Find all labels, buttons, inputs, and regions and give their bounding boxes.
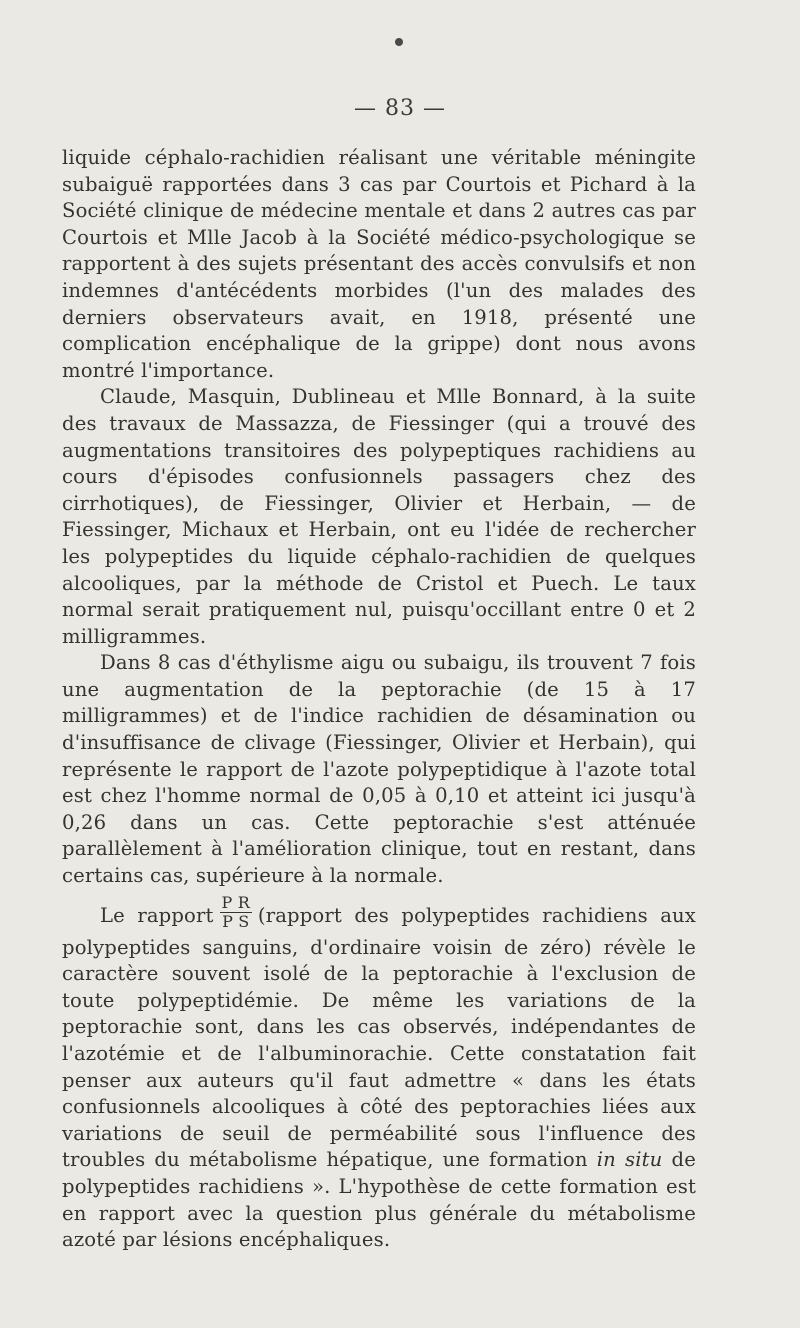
paragraph-2: Claude, Masquin, Dublineau et Mlle Bonnard, à la suite des travaux de Massazza, de Fiessinger (qui a trouvé des augmentations transitoires des polypeptiques rachidiens au cours d'épisodes confusionnels passagers chez des cirrhotiques), de Fiessinger, Olivier et Herbain, — de Fiessinger, Michaux et Herbain, ont eu l'idée de rechercher les polypeptides du liquide céphalo-rachidien de quelques alcooliques, par la méthode de Cristol et Puech. Le taux normal serait pratiquement nul, puisqu'occillant entre 0 et 2 milligrammes.: [62, 385, 696, 648]
ratio-fraction: [220, 894, 252, 931]
body-text: [62, 145, 696, 1254]
ink-dot-mark: [395, 38, 403, 46]
paragraph-4: [62, 890, 696, 1254]
paragraph-3: Dans 8 cas d'éthylisme aigu ou subaigu, ils trouvent 7 fois une augmentation de la peptorachie (de 15 à 17 milligrammes) et de l'indice rachidien de désamination ou d'insuffisance de clivage (Fiessinger, Olivier et Herbain), qui représente le rapport de l'azote polypeptidique à l'azote total est chez l'homme normal de 0,05 à 0,10 et atteint ici jusqu'à 0,26 dans un cas. Cette peptorachie s'est atténuée parallèlement à l'amélioration clinique, tout en restant, dans certains cas, supérieure à la normale.: [62, 651, 696, 888]
italic-phrase: in situ: [596, 1148, 663, 1172]
paragraph-1: liquide céphalo-rachidien réalisant une véritable méningite subaiguë rapportées dans 3 cas par Courtois et Pichard à la Société clinique de médecine mentale et dans 2 autres cas par Courtois et Mlle Jacob à la Société médico-psychologique se rapportent à des sujets présentant des accès convulsifs et non indemnes d'antécédents morbides (l'un des malades des derniers observateurs avait, en 1918, présenté une complication encéphalique de la grippe) dont nous avons montré l'importance.: [62, 146, 696, 382]
page-number: — 83 —: [354, 96, 446, 121]
fraction-numerator: P R: [221, 892, 250, 912]
ratio-text-before-italic: (rapport des polypeptides rachidiens aux polypeptides sanguins, d'ordinaire voisin de zéro) révèle le caractère souvent isolé de la peptorachie à l'exclusion de toute polypeptidémie. De même les variations de la peptorachie sont, dans les cas observés, indépendantes de l'azotémie et de l'albuminorachie. Cette constatation fait penser aux auteurs qu'il faut admettre « dans les états confusionnels alcooliques à côté des peptorachies liées aux variations de seuil de perméabilité sous l'influence des troubles du métabolisme hépatique, une formation: [62, 903, 696, 1172]
ratio-prefix: Le rapport: [100, 903, 214, 927]
fraction-denominator: P S: [222, 911, 250, 931]
ratio-text-after-italic: de polypeptides rachidiens ». L'hypothèse de cette formation est en rapport avec la question plus générale du métabolisme azoté par lésions encéphaliques.: [62, 1148, 696, 1252]
